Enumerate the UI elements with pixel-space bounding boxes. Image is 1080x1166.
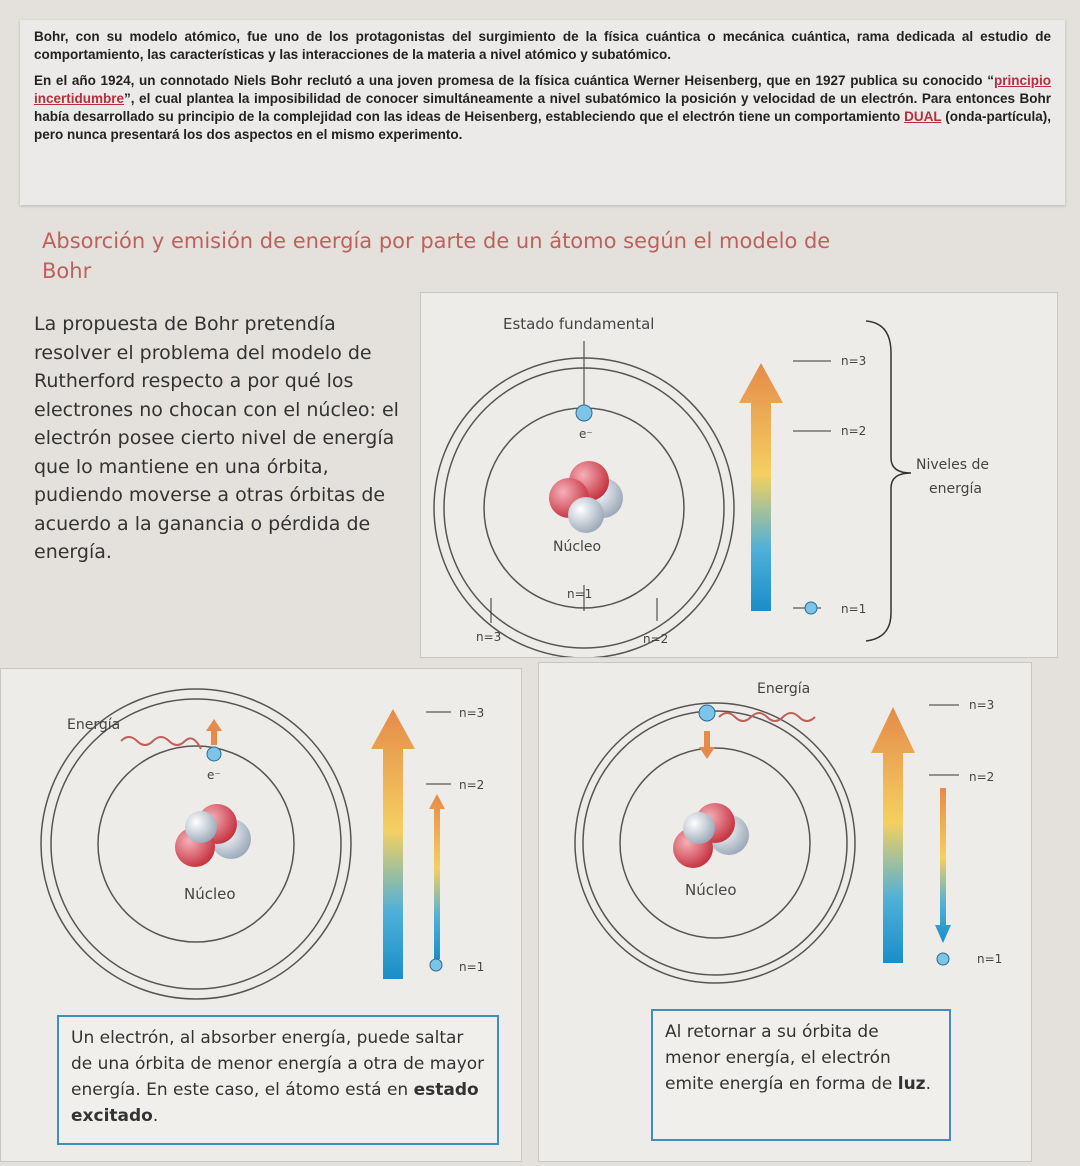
transition-arrow — [429, 794, 445, 959]
energy-label: Energía — [757, 681, 811, 697]
ground-state-label: Estado fundamental — [503, 315, 655, 333]
level-n3: n=3 — [841, 354, 867, 368]
text: En el año 1924, un connotado Niels Bohr reclutó a una joven promesa de la física cuántica Werner Heisenberg, que en 1927 publica su conocido “ — [34, 73, 994, 88]
energy-wave — [719, 713, 815, 721]
energy-wave — [121, 737, 201, 749]
level-n3: n=3 — [969, 698, 995, 712]
paragraph-2 — [34, 72, 1051, 144]
energy-arrow — [739, 363, 783, 611]
level-n1: n=1 — [459, 960, 485, 974]
light-term: luz — [897, 1074, 926, 1094]
down-arrow-icon — [699, 731, 715, 759]
nucleus — [175, 804, 251, 867]
pasted-text-strip — [20, 20, 1065, 205]
electron — [576, 405, 592, 421]
absorption-caption — [57, 1015, 499, 1145]
nucleus-label: Núcleo — [685, 881, 737, 899]
electron-label: e⁻ — [579, 427, 593, 441]
section-title: Absorción y emisión de energía por parte de un átomo según el modelo de Bohr — [42, 229, 831, 283]
text: . — [152, 1106, 159, 1126]
intro-paragraph: La propuesta de Bohr pretendía resolver el problema del modelo de Rutherford respecto a por qué los electrones no chocan con el núcleo: el electrón posee cierto nivel de energía que lo mantiene en una órbita, pudiendo moverse a otras órbitas de acuerdo a la ganancia o pérdida de energía. — [34, 313, 399, 563]
level-n2: n=2 — [969, 770, 995, 784]
uncertainty-term: principio incertidumbre — [34, 73, 1051, 106]
text: ”, el cual plantea la imposibilidad de conocer simultáneamente a nivel subatómico la posición y velocidad de un electrón. Para entonces Bohr había desarrollado su principio de la complejidad con las ideas de Heisenberg, estableciendo que el electrón tiene un comportamiento — [34, 91, 1051, 124]
nucleus — [549, 461, 623, 533]
level-n2: n=2 — [841, 424, 867, 438]
energy-arrow — [371, 709, 415, 979]
energy-arrow — [871, 707, 915, 963]
text: Un electrón, al absorber energía, puede saltar de una órbita de menor energía a otra de mayor energía. En este caso, el átomo está en — [71, 1028, 485, 1100]
nucleus — [673, 803, 749, 868]
energy-label: Energía — [67, 717, 121, 733]
level-n3: n=3 — [459, 706, 485, 720]
n1-label: n=1 — [567, 587, 593, 601]
brace — [866, 321, 911, 641]
text: Al retornar a su órbita de menor energía, el electrón emite energía en forma de — [665, 1022, 898, 1094]
dual-term: DUAL — [904, 109, 942, 124]
paragraph-1: Bohr, con su modelo atómico, fue uno de los protagonistas del surgimiento de la física cuántica o mecánica cuántica, rama dedicada al estudio de comportamiento, las características y las interacciones de la materia a nivel atómico y subatómico. — [34, 29, 1051, 62]
text: (onda-partícula), pero nunca presentará los dos aspectos en el mismo experimento. — [34, 109, 1051, 142]
up-arrow-icon — [206, 719, 222, 745]
emission-diagram — [538, 662, 1032, 1162]
ground-state-diagram — [420, 292, 1058, 658]
electron-label: e⁻ — [207, 768, 221, 782]
excited-state-term: estado excitado — [71, 1080, 479, 1126]
n2-label: n=2 — [643, 632, 669, 646]
level-n1: n=1 — [841, 602, 867, 616]
levels-label: Niveles de — [916, 457, 990, 473]
n3-label: n=3 — [476, 630, 502, 644]
nucleus-label: Núcleo — [184, 885, 236, 903]
nucleus-label: Núcleo — [553, 539, 602, 555]
transition-arrow — [935, 788, 951, 943]
level-n2: n=2 — [459, 778, 485, 792]
emission-caption — [651, 1009, 951, 1141]
absorption-diagram — [0, 668, 522, 1162]
level-n1: n=1 — [977, 952, 1003, 966]
text: . — [925, 1074, 931, 1094]
levels-label-2: energía — [929, 481, 982, 497]
